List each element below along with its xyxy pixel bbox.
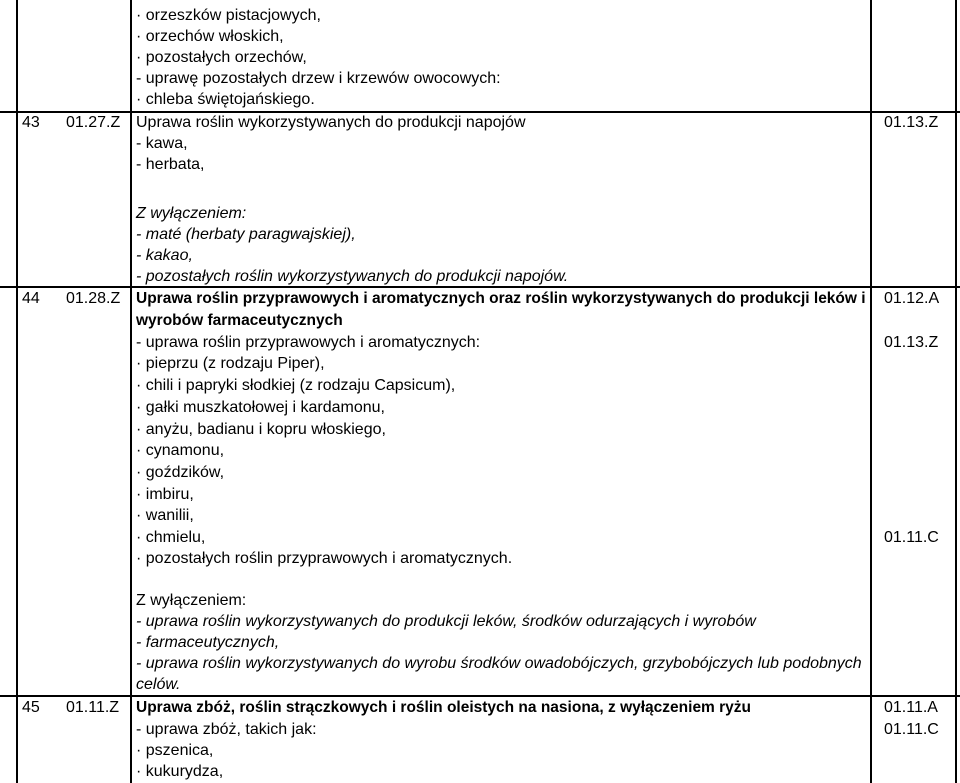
row-number: 45 bbox=[22, 699, 40, 716]
list-item: · pszenica, bbox=[136, 740, 213, 761]
row-title: Uprawa roślin przyprawowych i aromatycznych oraz roślin wykorzystywanych do produkcji leków i bbox=[136, 290, 866, 307]
list-item: · imbiru, bbox=[136, 484, 194, 505]
reference-code: 01.11.A bbox=[884, 699, 938, 716]
reference-code: 01.12.A bbox=[884, 290, 940, 307]
list-item: · chleba świętojańskiego. bbox=[136, 89, 315, 110]
row-number: 44 bbox=[22, 290, 40, 307]
row-code: 01.11.Z bbox=[66, 699, 120, 716]
list-item: · orzeszków pistacjowych, bbox=[136, 5, 321, 26]
list-item: · pozostałych roślin przyprawowych i aromatycznych. bbox=[136, 548, 512, 569]
exclusion-item: - farmaceutycznych, bbox=[136, 634, 280, 651]
exclusion-item: - kakao, bbox=[136, 247, 193, 264]
table-border-left bbox=[16, 0, 18, 783]
list-item: · kukurydza, bbox=[136, 761, 223, 782]
list-item: · orzechów włoskich, bbox=[136, 26, 284, 47]
column-divider-refs-left bbox=[870, 0, 872, 783]
list-item: - kawa, bbox=[136, 135, 188, 152]
list-item: · chmielu, bbox=[136, 527, 205, 548]
exclusion-item: - maté (herbaty paragwajskiej), bbox=[136, 226, 356, 243]
list-item: - uprawę pozostałych drzew i krzewów owocowych: bbox=[136, 70, 501, 87]
row-code: 01.27.Z bbox=[66, 114, 121, 131]
reference-code: 01.11.C bbox=[884, 529, 939, 546]
exclusion-item: - pozostałych roślin wykorzystywanych do produkcji napojów. bbox=[136, 268, 569, 285]
exclusion-item: - uprawa roślin wykorzystywanych do produkcji leków, środków odurzających i wyrobów bbox=[136, 613, 756, 630]
list-item: · anyżu, badianu i kopru włoskiego, bbox=[136, 419, 386, 440]
column-divider-code bbox=[130, 0, 132, 783]
list-item: · cynamonu, bbox=[136, 440, 224, 461]
row-title: Uprawa roślin wykorzystywanych do produkcji napojów bbox=[136, 114, 526, 131]
list-item: · goździków, bbox=[136, 462, 224, 483]
list-item: - herbata, bbox=[136, 156, 205, 173]
exclusion-item: celów. bbox=[136, 676, 181, 693]
list-intro: - uprawa zbóż, takich jak: bbox=[136, 721, 317, 738]
list-item: · chili i papryki słodkiej (z rodzaju Capsicum), bbox=[136, 375, 455, 396]
row-number: 43 bbox=[22, 114, 40, 131]
exclusion-header: Z wyłączeniem: bbox=[136, 592, 247, 609]
row-title: Uprawa zbóż, roślin strączkowych i roślin oleistych na nasiona, z wyłączeniem ryżu bbox=[136, 699, 752, 716]
column-divider-refs-right bbox=[955, 0, 957, 783]
exclusion-header: Z wyłączeniem: bbox=[136, 205, 247, 222]
list-item: · wanilii, bbox=[136, 505, 194, 526]
reference-code: 01.13.Z bbox=[884, 114, 939, 131]
list-item: · pieprzu (z rodzaju Piper), bbox=[136, 353, 325, 374]
row-title: wyrobów farmaceutycznych bbox=[136, 312, 343, 329]
exclusion-item: - uprawa roślin wykorzystywanych do wyrobu środków owadobójczych, grzybobójczych lub podobnych bbox=[136, 655, 862, 672]
list-intro: - uprawa roślin przyprawowych i aromatycznych: bbox=[136, 334, 481, 351]
list-item: · pozostałych orzechów, bbox=[136, 47, 307, 68]
row-code: 01.28.Z bbox=[66, 290, 121, 307]
reference-code: 01.13.Z bbox=[884, 334, 939, 351]
reference-code: 01.11.C bbox=[884, 721, 939, 738]
list-item: · gałki muszkatołowej i kardamonu, bbox=[136, 397, 385, 418]
